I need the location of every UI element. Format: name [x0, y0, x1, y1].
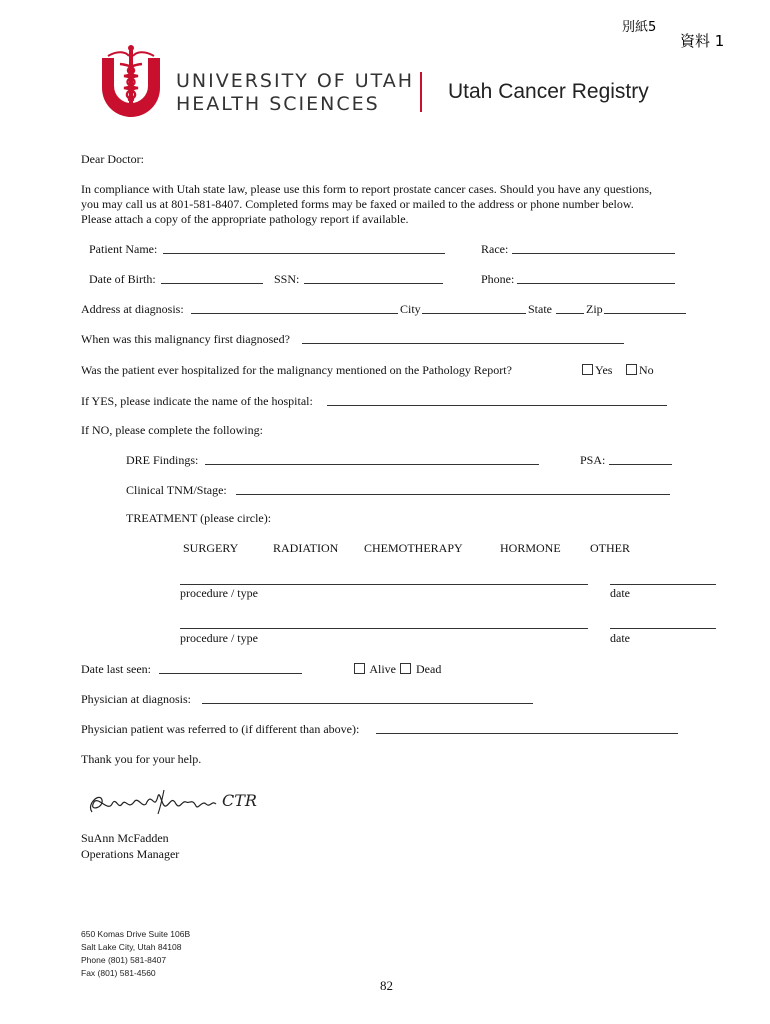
yes-option[interactable] — [582, 363, 612, 378]
phone-label: Phone: — [481, 272, 515, 286]
physician-referred-label: Physician patient was referred to (if different than above): — [81, 722, 360, 736]
org-name-line1: UNIVERSITY OF UTAH — [176, 70, 415, 92]
race-label: Race: — [481, 242, 509, 256]
footer-address-2: Salt Lake City, Utah 84108 — [81, 942, 182, 952]
no-checkbox[interactable] — [626, 364, 637, 375]
physician-dx-label: Physician at diagnosis: — [81, 692, 191, 706]
svg-text:CTR: CTR — [222, 791, 257, 810]
header-divider — [420, 72, 422, 112]
procedure-1-caption: procedure / type — [180, 586, 258, 600]
patient-name-field[interactable] — [163, 253, 445, 254]
salutation: Dear Doctor: — [81, 152, 144, 166]
intro-line-3: Please attach a copy of the appropriate pathology report if available. — [81, 212, 409, 226]
signature — [82, 782, 262, 822]
treatment-label: TREATMENT (please circle): — [126, 511, 272, 525]
procedure-1-field[interactable] — [180, 584, 588, 585]
state-label: State — [528, 302, 552, 316]
state-field[interactable] — [556, 313, 584, 314]
procedure-1-date-caption: date — [610, 586, 630, 600]
patient-name-label: Patient Name: — [89, 242, 158, 256]
city-field[interactable] — [422, 313, 526, 314]
procedure-2-field[interactable] — [180, 628, 588, 629]
treatment-surgery[interactable]: SURGERY — [183, 541, 239, 555]
intro-line-1: In compliance with Utah state law, please use this form to report prostate cancer cases. Should you have any questions, — [81, 182, 653, 196]
dre-field[interactable] — [205, 464, 539, 465]
yes-checkbox[interactable] — [582, 364, 593, 375]
footer-fax: Fax (801) 581-4560 — [81, 968, 156, 978]
if-no-label: If NO, please complete the following: — [81, 423, 263, 437]
alive-checkbox[interactable] — [354, 663, 365, 674]
first-diagnosed-label: When was this malignancy first diagnosed? — [81, 332, 290, 346]
yes-label: Yes — [595, 363, 613, 377]
alive-label: Alive — [369, 662, 397, 676]
physician-dx-field[interactable] — [202, 703, 533, 704]
tnm-field[interactable] — [236, 494, 670, 495]
intro-line-2: you may call us at 801-581-8407. Completed forms may be faxed or mailed to the address or phone number below. — [81, 197, 634, 211]
procedure-2-caption: procedure / type — [180, 631, 258, 645]
ssn-label: SSN: — [274, 272, 300, 286]
psa-label: PSA: — [580, 453, 606, 467]
first-diagnosed-field[interactable] — [302, 343, 624, 344]
hospital-name-field[interactable] — [327, 405, 667, 406]
signer-title: Operations Manager — [81, 847, 180, 861]
phone-field[interactable] — [517, 283, 675, 284]
address-field[interactable] — [191, 313, 398, 314]
registry-title: Utah Cancer Registry — [448, 80, 649, 103]
corner-label-left: 別紙5 — [622, 20, 657, 35]
treatment-hormone[interactable]: HORMONE — [500, 541, 561, 555]
alive-option[interactable] — [354, 662, 396, 677]
psa-field[interactable] — [609, 464, 672, 465]
physician-referred-field[interactable] — [376, 733, 678, 734]
caduceus-shield-icon — [98, 44, 164, 124]
ssn-field[interactable] — [304, 283, 443, 284]
dead-label: Dead — [416, 662, 442, 676]
thanks-text: Thank you for your help. — [81, 752, 202, 766]
treatment-chemotherapy[interactable]: CHEMOTHERAPY — [364, 541, 463, 555]
dead-option[interactable] — [400, 662, 441, 677]
org-name-line2: HEALTH SCIENCES — [176, 93, 380, 115]
hospitalized-question: Was the patient ever hospitalized for the malignancy mentioned on the Pathology Report? — [81, 363, 512, 377]
treatment-radiation[interactable]: RADIATION — [273, 541, 339, 555]
dre-label: DRE Findings: — [126, 453, 199, 467]
race-field[interactable] — [512, 253, 675, 254]
address-label: Address at diagnosis: — [81, 302, 184, 316]
signer-name: SuAnn McFadden — [81, 831, 169, 845]
dob-field[interactable] — [161, 283, 263, 284]
date-last-seen-label: Date last seen: — [81, 662, 151, 676]
city-label: City — [400, 302, 421, 316]
date-last-seen-field[interactable] — [159, 673, 302, 674]
corner-label-right: 資料 1 — [680, 32, 725, 50]
dead-checkbox[interactable] — [400, 663, 411, 674]
footer-phone: Phone (801) 581-8407 — [81, 955, 167, 965]
tnm-label: Clinical TNM/Stage: — [126, 483, 227, 497]
no-option[interactable] — [626, 363, 654, 378]
procedure-2-date-caption: date — [610, 631, 630, 645]
zip-field[interactable] — [604, 313, 686, 314]
treatment-other[interactable]: OTHER — [590, 541, 630, 555]
procedure-2-date-field[interactable] — [610, 628, 716, 629]
dob-label: Date of Birth: — [89, 272, 156, 286]
zip-label: Zip — [586, 302, 603, 316]
no-label: No — [639, 363, 654, 377]
procedure-1-date-field[interactable] — [610, 584, 716, 585]
page-number: 82 — [380, 978, 393, 993]
if-yes-label: If YES, please indicate the name of the hospital: — [81, 394, 313, 408]
footer-address-1: 650 Komas Drive Suite 106B — [81, 929, 191, 939]
university-logo — [98, 44, 164, 124]
